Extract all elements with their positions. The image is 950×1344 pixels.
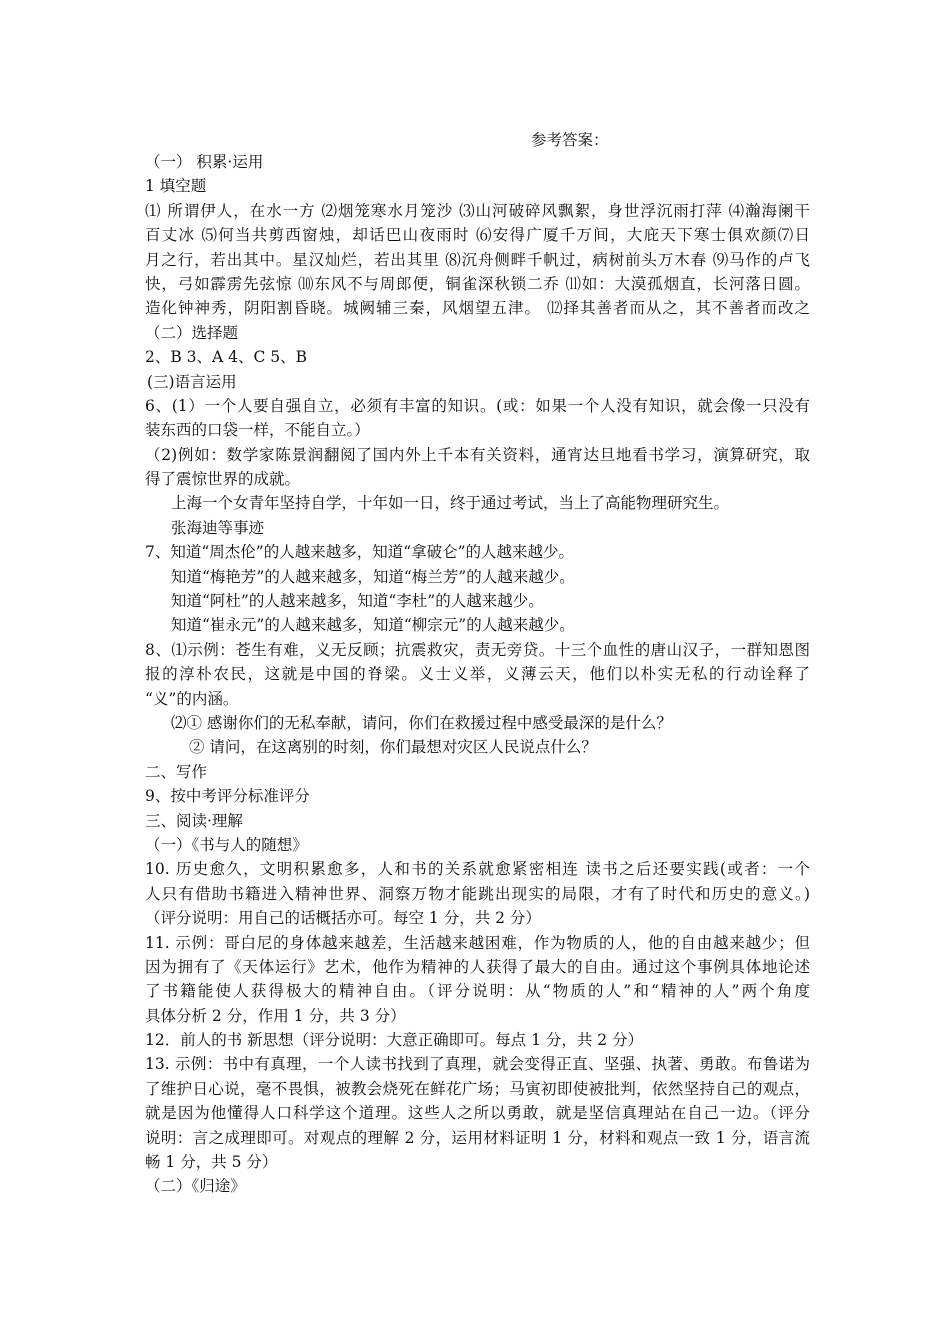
text-line: 因为拥有了《天体运行》艺术，他作为精神的人获得了最大的自由。通过这个事例具体地论述	[145, 957, 810, 976]
text-line: 2、B 3、A 4、C 5、B	[145, 348, 308, 367]
text-line: 快，弓如霹雳先弦惊 ⑽东风不与周郎便，铜雀深秋锁二乔 ⑾如：大漠孤烟直，长河落日圆。	[145, 274, 810, 293]
text-line: 知道“梅艳芳”的人越来越多，知道“梅兰芳”的人越来越少。	[171, 567, 575, 586]
answer-content	[145, 150, 810, 1199]
text-line: 畅 1 分，共 5 分）	[145, 1153, 278, 1172]
text-line: 报的淳朴农民，这就是中国的脊梁。义士义举，义薄云天，他们以朴实无私的行动诠释了	[145, 665, 810, 684]
page-title: 参考答案：	[531, 131, 609, 149]
text-line: 就是因为他懂得人口科学这个道理。这些人之所以勇敢，就是坚信真理站在自己一边。（评分	[145, 1104, 810, 1123]
text-line: 1 填空题	[145, 177, 207, 196]
text-line: 百丈冰 ⑸何当共剪西窗烛，却话巴山夜雨时 ⑹安得广厦千万间，大庇天下寒士俱欢颜⑺日	[145, 226, 810, 245]
text-line: 得了震惊世界的成就。	[145, 470, 301, 489]
text-line: 10. 历史愈久，文明积累愈多，人和书的关系就愈紧密相连 读书之后还要实践(或者：一个	[145, 860, 810, 879]
text-line: 二、写作	[145, 762, 208, 781]
text-line: 造化钟神秀，阴阳割昏晓。城阙辅三秦，风烟望五津。 ⑿择其善者而从之，其不善者而改之	[145, 299, 810, 318]
text-line: 11. 示例：哥白尼的身体越来越差，生活越来越困难，作为物质的人，他的自由越来越少；但	[145, 933, 810, 952]
text-line: 6、(1）一个人要自强自立，必须有丰富的知识。(或：如果一个人没有知识，就会像一只没有	[145, 396, 810, 415]
text-line: （一）《书与人的随想》	[145, 835, 308, 854]
text-line: （一） 积累·运用	[145, 153, 264, 171]
text-line: 上海一个女青年坚持自学，十年如一日，终于通过考试，当上了高能物理研究生。	[171, 494, 730, 513]
text-line: 张海迪等事迹	[171, 518, 265, 537]
text-line: ② 请问，在这离别的时刻，你们最想对灾区人民说点什么？	[189, 738, 597, 757]
text-line: 月之行，若出其中。星汉灿烂，若出其里 ⑻沉舟侧畔千帆过，病树前头万木春 ⑼马作的卢飞	[145, 250, 810, 269]
text-line: （评分说明：用自己的话概括亦可。每空 1 分，共 2 分）	[145, 909, 541, 928]
text-line: 具体分析 2 分，作用 1 分，共 3 分）	[145, 1006, 406, 1025]
text-line: 13. 示例：书中有真理，一个人读书找到了真理，就会变得正直、坚强、执著、勇敢。布鲁诺为	[145, 1055, 810, 1074]
text-line: 人只有借助书籍进入精神世界、洞察万物才能跳出现实的局限，才有了时代和历史的意义。)	[145, 884, 810, 903]
text-line: 知道“崔永元”的人越来越多，知道“柳宗元”的人越来越少。	[171, 616, 575, 635]
text-line: 装东西的口袋一样，不能自立。）	[145, 421, 370, 440]
text-line: (三)语言运用	[147, 372, 237, 391]
text-line: 8、⑴示例：苍生有难，义无反顾；抗震救灾，责无旁贷。十三个血性的唐山汉子，一群知恩图	[145, 640, 810, 659]
text-line: “义”的内涵。	[145, 689, 239, 708]
text-line: 了维护日心说，毫不畏惧，被教会烧死在鲜花广场；马寅初即使被批判，依然坚持自己的观点，	[145, 1079, 810, 1098]
text-line: 7、知道“周杰伦”的人越来越多，知道“拿破仑”的人越来越少。	[145, 543, 575, 562]
text-line: 9、按中考评分标准评分	[145, 787, 310, 806]
text-line: 说明：言之成理即可。对观点的理解 2 分，运用材料证明 1 分，材料和观点一致 1 分，语言流	[145, 1128, 810, 1147]
text-line: ⑵① 感谢你们的无私奉献，请问，你们在救援过程中感受最深的是什么？	[171, 713, 672, 732]
text-line: 12．前人的书 新思想（评分说明：大意正确即可。每点 1 分，共 2 分）	[145, 1031, 644, 1050]
text-line: （2)例如：数学家陈景润翻阅了国内外上千本有关资料，通宵达旦地看书学习，演算研究，取	[145, 445, 810, 464]
text-line: 知道“阿杜”的人越来越多，知道“李杜”的人越来越少。	[171, 592, 544, 611]
text-line: 三、阅读·理解	[145, 811, 243, 830]
text-line: （二）选择题	[145, 323, 239, 342]
text-line: 了书籍能使人获得极大的精神自由。（评分说明：从“物质的人”和“精神的人”两个角度	[145, 982, 810, 1001]
text-line: ⑴ 所谓伊人，在水一方 ⑵烟笼寒水月笼沙 ⑶山河破碎风飘絮，身世浮沉雨打萍 ⑷瀚海阑干	[145, 201, 810, 220]
text-line: （二）《归途》	[145, 1177, 246, 1196]
